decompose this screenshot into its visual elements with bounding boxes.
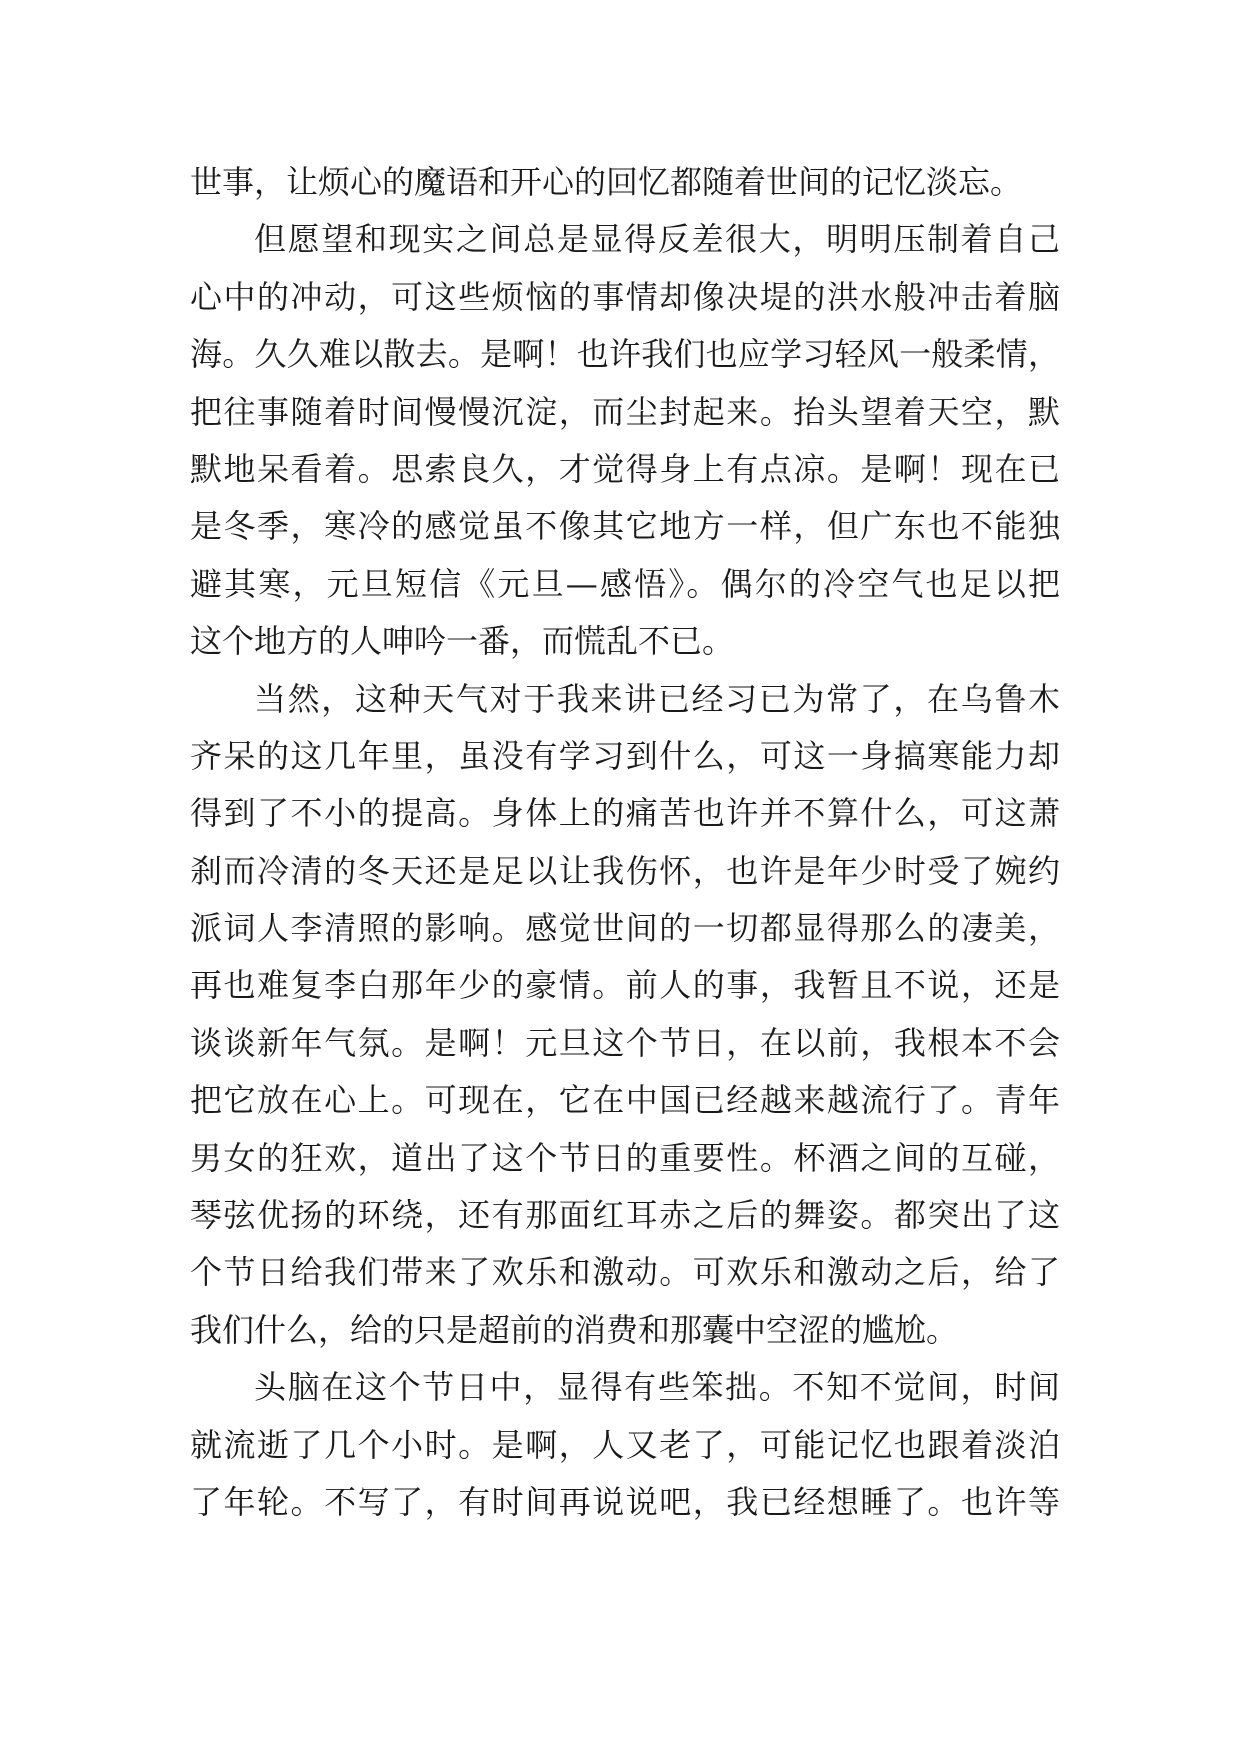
body-text: [190, 154, 1060, 1531]
text-line: 是冬季，寒冷的感觉虽不像其它地方一样，但广东也不能独: [190, 507, 1060, 546]
text-line: 就流逝了几个小时。是啊，人又老了，可能记忆也跟着淡泊: [190, 1425, 1060, 1464]
text-line: 刹而冷清的冬天还是足以让我伤怀，也许是年少时受了婉约: [190, 851, 1060, 890]
text-line: 再也难复李白那年少的豪情。前人的事，我暂且不说，还是: [190, 966, 1060, 1005]
text-line: 个节日给我们带来了欢乐和激动。可欢乐和激动之后，给了: [190, 1253, 1060, 1292]
paragraph-start-line: 当然，这种天气对于我来讲已经习已为常了，在乌鲁木: [254, 679, 1060, 718]
text-line: 默地呆看着。思索良久，才觉得身上有点凉。是啊！现在已: [190, 449, 1060, 488]
text-line: 世事，让烦心的魔语和开心的回忆都随着世间的记忆淡忘。: [190, 163, 1023, 201]
text-line: 齐呆的这几年里，虽没有学习到什么，可这一身搞寒能力却: [190, 736, 1060, 775]
paragraph-start-line: 但愿望和现实之间总是显得反差很大，明明压制着自己: [254, 220, 1060, 259]
text-line: 我们什么，给的只是超前的消费和那囊中空涩的尴尬。: [190, 1310, 959, 1349]
text-line: 这个地方的人呻吟一番，而慌乱不已。: [190, 622, 735, 661]
text-line: 心中的冲动，可这些烦恼的事情却像决堤的洪水般冲击着脑: [190, 277, 1060, 316]
text-line: 男女的狂欢，道出了这个节日的重要性。杯酒之间的互碰，: [190, 1138, 1060, 1177]
text-line: 得到了不小的提高。身体上的痛苦也许并不算什么，可这萧: [190, 794, 1060, 833]
text-line: 海。久久难以散去。是啊！也许我们也应学习轻风一般柔情，: [190, 335, 1060, 374]
text-line: 把它放在心上。可现在，它在中国已经越来越流行了。青年: [190, 1081, 1060, 1120]
text-line: 谈谈新年气氛。是啊！元旦这个节日，在以前，我根本不会: [190, 1023, 1060, 1062]
paragraph-start-line: 头脑在这个节日中，显得有些笨拙。不知不觉间，时间: [254, 1368, 1060, 1407]
text-line: 避其寒，元旦短信《元旦—感悟》。偶尔的冷空气也足以把: [190, 564, 1060, 603]
text-line: 琴弦优扬的环绕，还有那面红耳赤之后的舞姿。都突出了这: [190, 1196, 1060, 1235]
text-line: 派词人李清照的影响。感觉世间的一切都显得那么的凄美，: [190, 909, 1060, 948]
text-line: 把往事随着时间慢慢沉淀，而尘封起来。抬头望着天空，默: [190, 392, 1060, 431]
text-line: 了年轮。不写了，有时间再说说吧，我已经想睡了。也许等: [190, 1482, 1060, 1521]
